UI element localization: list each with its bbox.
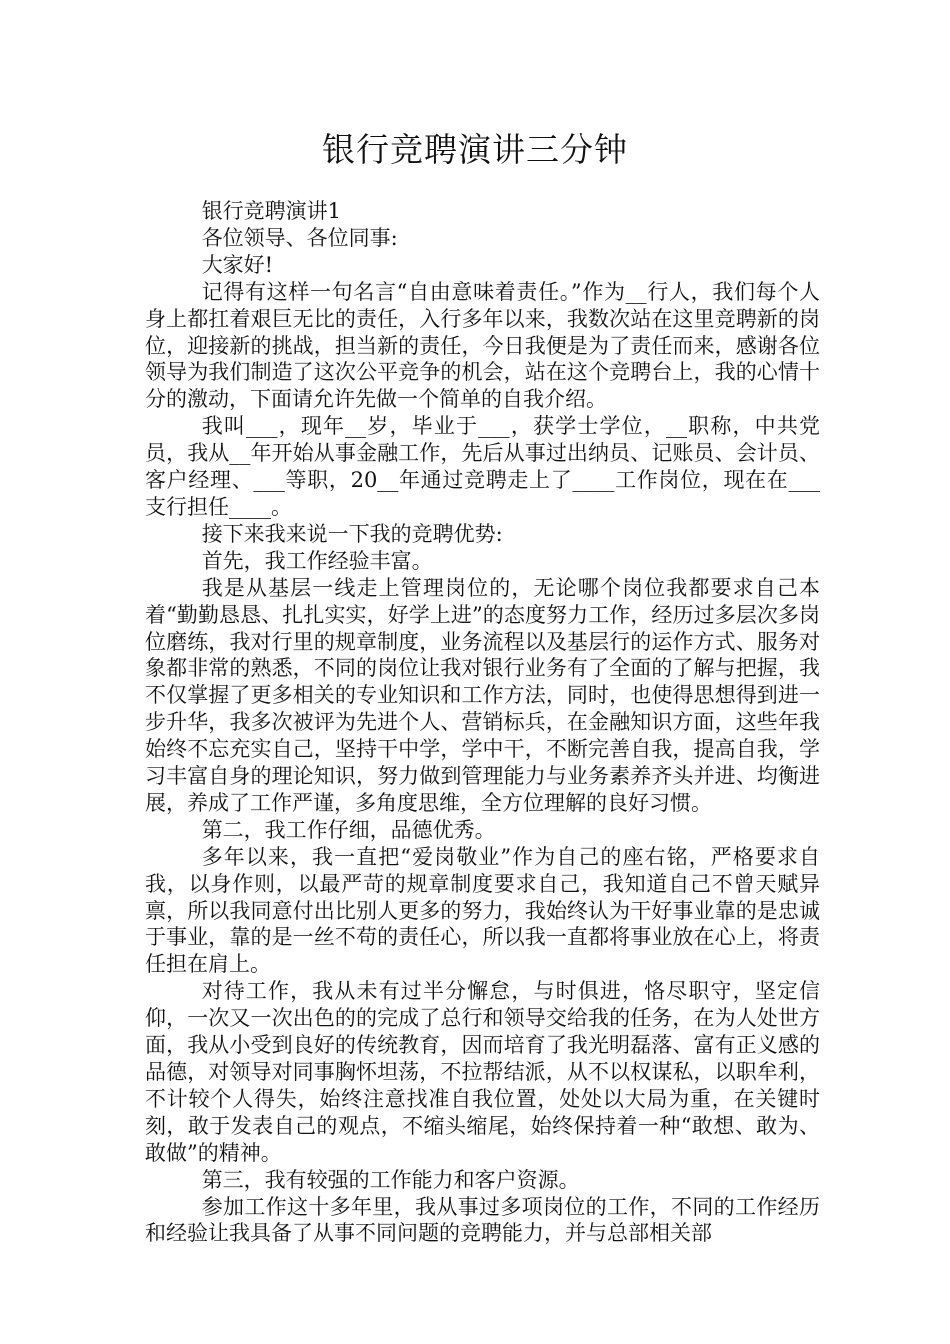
point-third-heading: 第三，我有较强的工作能力和客户资源。 [201,1167,580,1192]
point-first-heading: 首先，我工作经验丰富。 [201,548,433,573]
paragraph-intro: 记得有这样一句名言“自由意味着责任。”作为__行人，我们每个人身上都扛着艰巨无比的责任，入行多年以来，我数次站在这里竞聘新的岗位，迎接新的挑战，担当新的责任，今日我便是为了责任而来，感谢各位领导为我们制造了这次公平竞争的机会，站在这个竞聘台上，我的心情十分的激动，下面请允许先做一个简单的自我介绍。 [145,279,820,412]
greeting: 大家好! [201,252,274,277]
paragraph-self-introduction: 我叫___，现年__岁，毕业于___，获学士学位，__职称，中共党员，我从__年开始从事金融工作，先后从事过出纳员、记账员、会计员、客户经理、___等职，20__年通过竞聘走上了____工作岗位，现在在___支行担任____。 [145,414,820,519]
salutation: 各位领导、各位同事: [201,225,398,250]
document-title: 银行竞聘演讲三分钟 [322,130,628,169]
paragraph-experience: 我是从基层一线走上管理岗位的，无论哪个岗位我都要求自己本着“勤勤恳恳、扎扎实实，好学上进”的态度努力工作，经历过多层次多岗位磨练，我对行里的规章制度，业务流程以及基层行的运作方式、服务对象都非常的熟悉，不同的岗位让我对银行业务有了全面的了解与把握，我不仅掌握了更多相关的专业知识和工作方法，同时，也使得思想得到进一步升华，我多次被评为先进个人、营销标兵，在金融知识方面，这些年我始终不忘充实自己，坚持干中学，学中干，不断完善自我，提高自我，学习丰富自身的理论知识，努力做到管理能力与业务素养齐头并进、均衡进展，养成了工作严谨，多角度思维，全方位理解的良好习惯。 [145,575,820,815]
paragraph-ability: 参加工作这十多年里，我从事过多项岗位的工作，不同的工作经历和经验让我具备了从事不同问题的竞聘能力，并与总部相关部 [145,1194,820,1246]
document-body [145,198,820,1247]
paragraph-dedication: 多年以来，我一直把“爱岗敬业”作为自己的座右铭，严格要求自我，以身作则，以最严苛的规章制度要求自己，我知道自己不曾天赋异禀，所以我同意付出比别人更多的努力，我始终认为干好事业靠的是忠诚于事业，靠的是一丝不苟的责任心，所以我一直都将事业放在心上，将责任担在肩上。 [145,844,820,977]
section-heading: 银行竞聘演讲1 [201,199,342,223]
point-second-heading: 第二，我工作仔细，品德优秀。 [201,817,496,842]
paragraph-advantages-lead: 接下来我来说一下我的竞聘优势: [201,521,503,546]
paragraph-conduct: 对待工作，我从未有过半分懈怠，与时俱进，恪尽职守，坚定信仰，一次又一次出色的的完成了总行和领导交给我的任务，在为人处世方面，我从小受到良好的传统教育，因而培育了我光明磊落、富有正义感的品德，对领导对同事胸怀坦荡，不拉帮结派，从不以权谋私，以职牟利，不计较个人得失，始终注意找准自我位置，处处以大局为重，在关键时刻，敢于发表自己的观点，不缩头缩尾，始终保持着一种“敢想、敢为、敢做”的精神。 [145,979,820,1165]
